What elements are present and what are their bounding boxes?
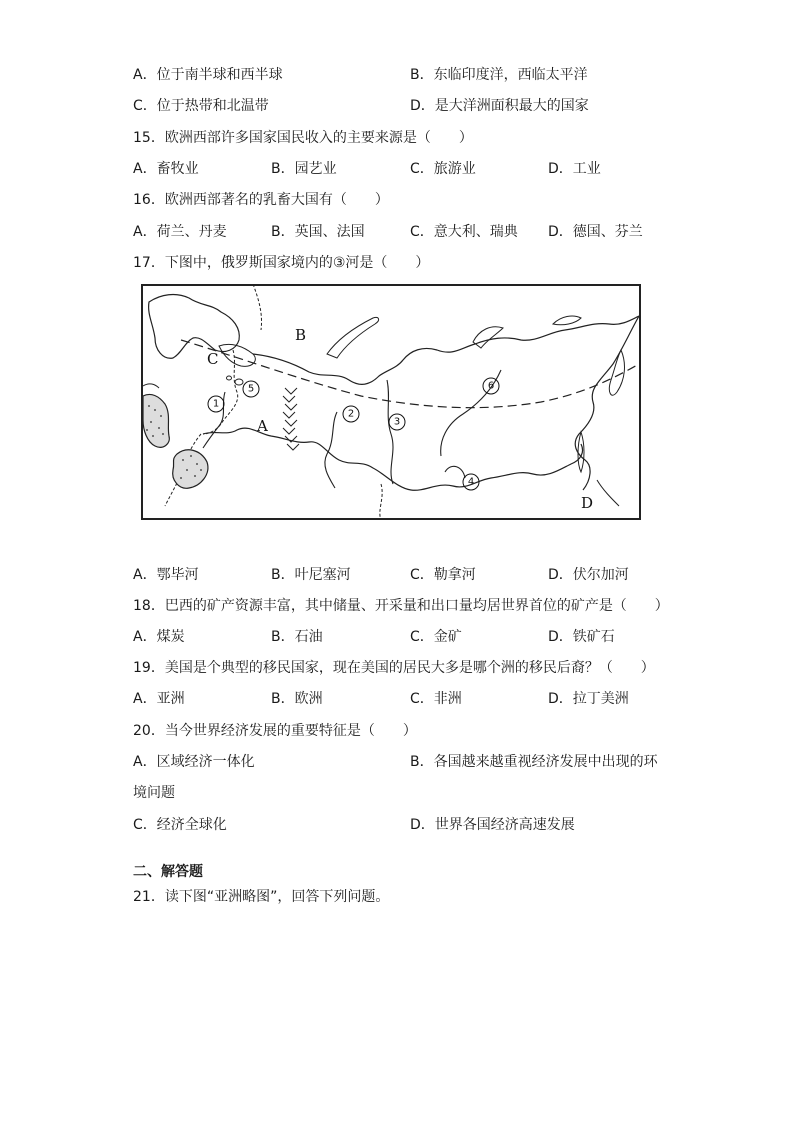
q21-stem: 21．读下图“亚洲略图”，回答下列问题。: [133, 889, 390, 905]
map-label-6: 6: [487, 380, 495, 392]
map-label-1: 1: [212, 398, 220, 410]
q20-stem-row: [0, 721, 794, 741]
q15-options: [0, 159, 794, 179]
q15-option-c[interactable]: C．旅游业: [410, 161, 476, 177]
section2-heading-row: [0, 862, 794, 882]
map-label-a: A: [257, 417, 268, 435]
q19-option-b[interactable]: B．欧洲: [271, 691, 323, 707]
q17-option-c[interactable]: C．勒拿河: [410, 567, 476, 583]
q16-option-c[interactable]: C．意大利、瑞典: [410, 224, 518, 240]
q21-stem-row: [0, 887, 794, 907]
q14-option-c[interactable]: C．位于热带和北温带: [133, 98, 269, 114]
map-label-b: B: [295, 326, 307, 344]
map-label-c: C: [207, 350, 219, 368]
q18-option-b[interactable]: B．石油: [271, 629, 323, 645]
map-label-2: 2: [347, 408, 355, 420]
q19-stem: 19．美国是个典型的移民国家，现在美国的居民大多是哪个洲的移民后裔？（ ）: [133, 660, 655, 676]
q20-options-row2: [0, 815, 794, 835]
q15-option-b[interactable]: B．园艺业: [271, 161, 337, 177]
q14-options-row2: [0, 96, 794, 116]
q20-option-d[interactable]: D．世界各国经济高速发展: [410, 817, 575, 833]
q17-options: [0, 565, 794, 585]
map-label-5: 5: [247, 383, 255, 395]
russia-map-figure: [141, 284, 641, 520]
q16-option-b[interactable]: B．英国、法国: [271, 224, 365, 240]
q17-option-a[interactable]: A．鄂毕河: [133, 567, 199, 583]
q18-stem: 18．巴西的矿产资源丰富，其中储量、开采量和出口量均居世界首位的矿产是（ ）: [133, 598, 669, 614]
section2-heading: 二、解答题: [133, 864, 203, 880]
q20-option-b[interactable]: B．各国越来越重视经济发展中出现的环: [410, 754, 658, 770]
q19-option-a[interactable]: A．亚洲: [133, 691, 185, 707]
q17-option-d[interactable]: D．伏尔加河: [548, 567, 629, 583]
q20-options-row1: [0, 752, 794, 772]
map-label-d: D: [581, 494, 594, 512]
q19-option-c[interactable]: C．非洲: [410, 691, 462, 707]
russia-map-svg: [141, 284, 641, 520]
q19-options: [0, 689, 794, 709]
q18-options: [0, 627, 794, 647]
q17-stem: 17．下图中，俄罗斯国家境内的③河是（ ）: [133, 255, 430, 271]
q14-option-d[interactable]: D．是大洋洲面积最大的国家: [410, 98, 589, 114]
q15-option-a[interactable]: A．畜牧业: [133, 161, 199, 177]
q15-stem: 15．欧洲西部许多国家国民收入的主要来源是（ ）: [133, 130, 473, 146]
map-label-3: 3: [393, 416, 401, 428]
q16-stem: 16．欧洲西部著名的乳畜大国有（ ）: [133, 192, 389, 208]
q14-options-row1: [0, 65, 794, 85]
q16-option-a[interactable]: A．荷兰、丹麦: [133, 224, 227, 240]
q18-option-a[interactable]: A．煤炭: [133, 629, 185, 645]
q20-option-a[interactable]: A．区域经济一体化: [133, 754, 255, 770]
q20-option-b-continued[interactable]: 境问题: [133, 785, 175, 801]
q18-stem-row: [0, 596, 794, 616]
q17-stem-row: [0, 253, 794, 273]
q16-options: [0, 222, 794, 242]
q16-stem-row: [0, 190, 794, 210]
q14-option-b[interactable]: B．东临印度洋，西临太平洋: [410, 67, 588, 83]
q18-option-c[interactable]: C．金矿: [410, 629, 462, 645]
q19-stem-row: [0, 658, 794, 678]
q15-stem-row: [0, 128, 794, 148]
q16-option-d[interactable]: D．德国、芬兰: [548, 224, 643, 240]
q20-option-c[interactable]: C．经济全球化: [133, 817, 227, 833]
q19-option-d[interactable]: D．拉丁美洲: [548, 691, 629, 707]
q14-option-a[interactable]: A．位于南半球和西半球: [133, 67, 283, 83]
q17-option-b[interactable]: B．叶尼塞河: [271, 567, 351, 583]
map-label-4: 4: [467, 476, 475, 488]
q20-options-row1-wrap: [0, 783, 794, 803]
q18-option-d[interactable]: D．铁矿石: [548, 629, 615, 645]
q20-stem: 20．当今世界经济发展的重要特征是（ ）: [133, 723, 417, 739]
q15-option-d[interactable]: D．工业: [548, 161, 601, 177]
